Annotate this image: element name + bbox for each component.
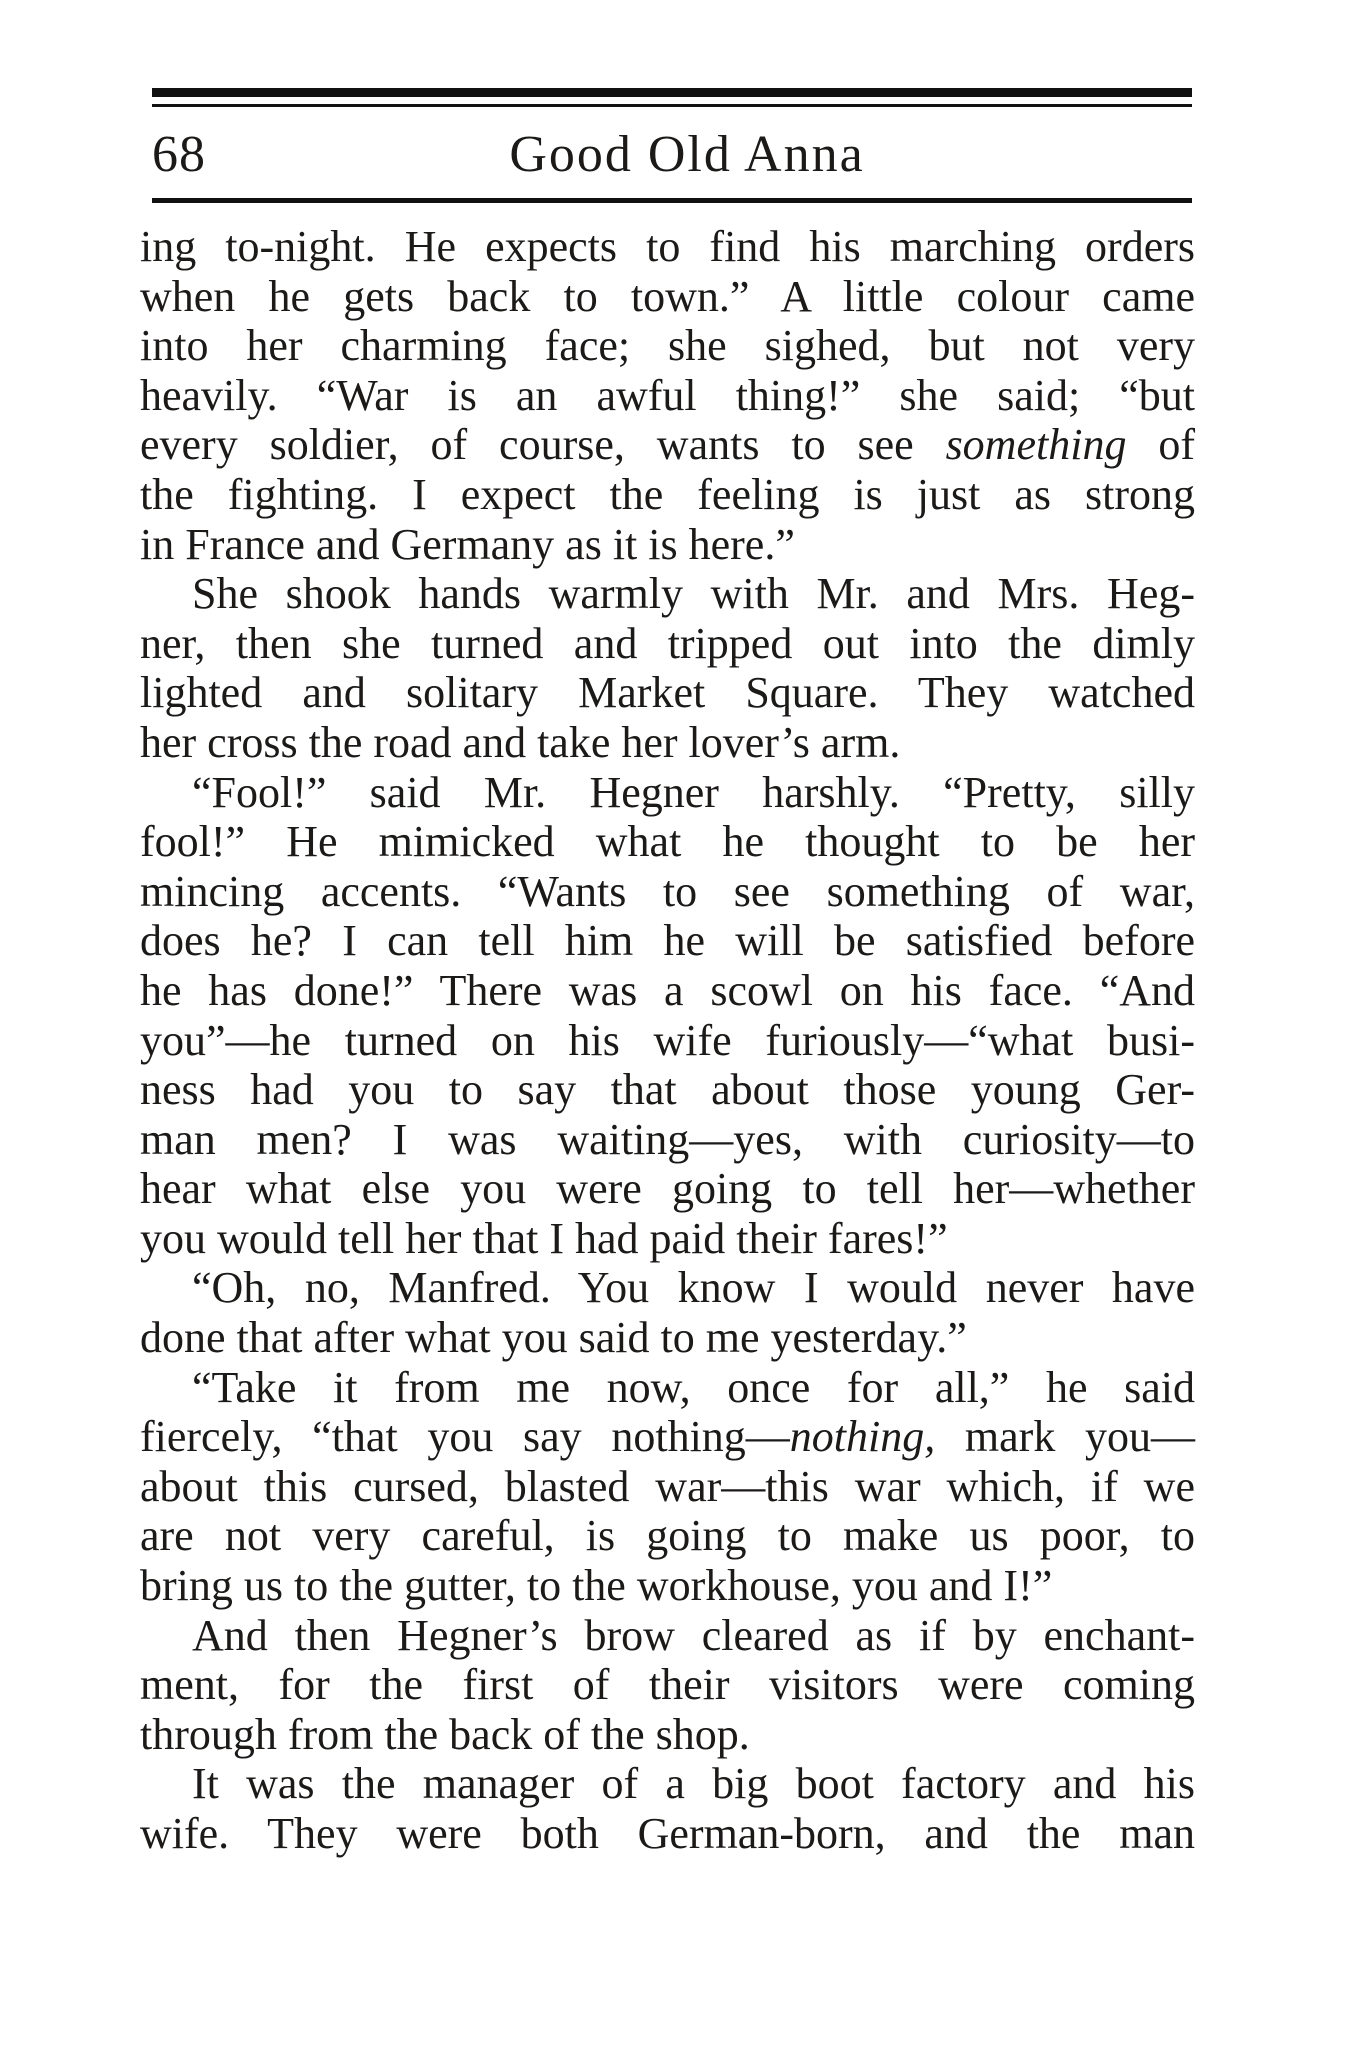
text-line: wife. They were both German-born, and the man: [140, 1809, 1195, 1858]
running-header: [152, 120, 1192, 190]
text-line: And then Hegner’s brow cleared as if by enchant-: [192, 1610, 1195, 1660]
text-line: in France and Germany as it is here.”: [140, 519, 795, 569]
text-line: into her charming face; she sighed, but not very: [140, 321, 1195, 371]
text-line: he has done!” There was a scowl on his face. “And: [140, 965, 1195, 1015]
text-line: done that after what you said to me yesterday.”: [140, 1313, 967, 1363]
paragraph: [140, 1759, 1195, 1858]
text-line: are not very careful, is going to make us poor, to: [140, 1511, 1195, 1561]
text-line: [140, 420, 1195, 470]
text-line: ing to-night. He expects to find his marching orders: [140, 222, 1195, 271]
text-line: hear what else you were going to tell her—whether: [140, 1164, 1195, 1214]
page-number: 68: [152, 126, 206, 183]
text-line: ness had you to say that about those young Ger-: [140, 1065, 1195, 1115]
italic-emphasis: nothing,: [789, 1412, 936, 1462]
text-run: every soldier, of course, wants to see: [140, 420, 946, 470]
text-line: ner, then she turned and tripped out into the dimly: [140, 618, 1195, 668]
text-line: man men? I was waiting—yes, with curiosity—to: [140, 1114, 1195, 1164]
text-line: about this cursed, blasted war—this war which, if we: [140, 1461, 1195, 1511]
text-line: She shook hands warmly with Mr. and Mrs. Heg-: [192, 569, 1195, 619]
text-line: ment, for the first of their visitors were coming: [140, 1660, 1195, 1710]
italic-emphasis: something: [945, 420, 1127, 470]
text-run: fiercely, “that you say nothing—: [140, 1412, 790, 1462]
paragraph: [140, 222, 1195, 569]
text-line: the fighting. I expect the feeling is just as strong: [140, 469, 1195, 519]
text-line: fool!” He mimicked what he thought to be her: [140, 817, 1195, 867]
text-run: of: [1126, 420, 1196, 470]
text-line: heavily. “War is an awful thing!” she said; “but: [140, 370, 1195, 420]
text-line: “Oh, no, Manfred. You know I would never have: [192, 1263, 1195, 1313]
running-title: Good Old Anna: [509, 126, 865, 183]
text-line: “Fool!” said Mr. Hegner harshly. “Pretty, silly: [192, 767, 1195, 817]
text-line: you would tell her that I had paid their fares!”: [140, 1213, 948, 1263]
text-line: does he? I can tell him he will be satisfied before: [140, 916, 1195, 966]
body-text: [140, 222, 1195, 1859]
paragraph: [140, 1363, 1195, 1611]
paragraph: [140, 1611, 1195, 1760]
paragraph: [140, 569, 1195, 767]
text-line: “Take it from me now, once for all,” he said: [192, 1362, 1195, 1412]
header-rule-thin: [152, 104, 1192, 107]
text-run: mark you—: [935, 1412, 1196, 1462]
text-line: you”—he turned on his wife furiously—“what busi-: [140, 1015, 1195, 1065]
text-line: when he gets back to town.” A little colour came: [140, 271, 1195, 321]
header-rule-bottom: [152, 198, 1192, 203]
text-line: [140, 1412, 1195, 1462]
paragraph: [140, 768, 1195, 1264]
paragraph: [140, 1263, 1195, 1362]
text-line: her cross the road and take her lover’s arm.: [140, 717, 901, 767]
text-line: lighted and solitary Market Square. They watched: [140, 668, 1195, 718]
text-line: through from the back of the shop.: [140, 1709, 750, 1759]
text-line: It was the manager of a big boot factory and his: [192, 1759, 1195, 1809]
header-rule-thick: [152, 88, 1192, 97]
text-line: mincing accents. “Wants to see something of war,: [140, 866, 1195, 916]
text-line: bring us to the gutter, to the workhouse, you and I!”: [140, 1561, 1053, 1611]
